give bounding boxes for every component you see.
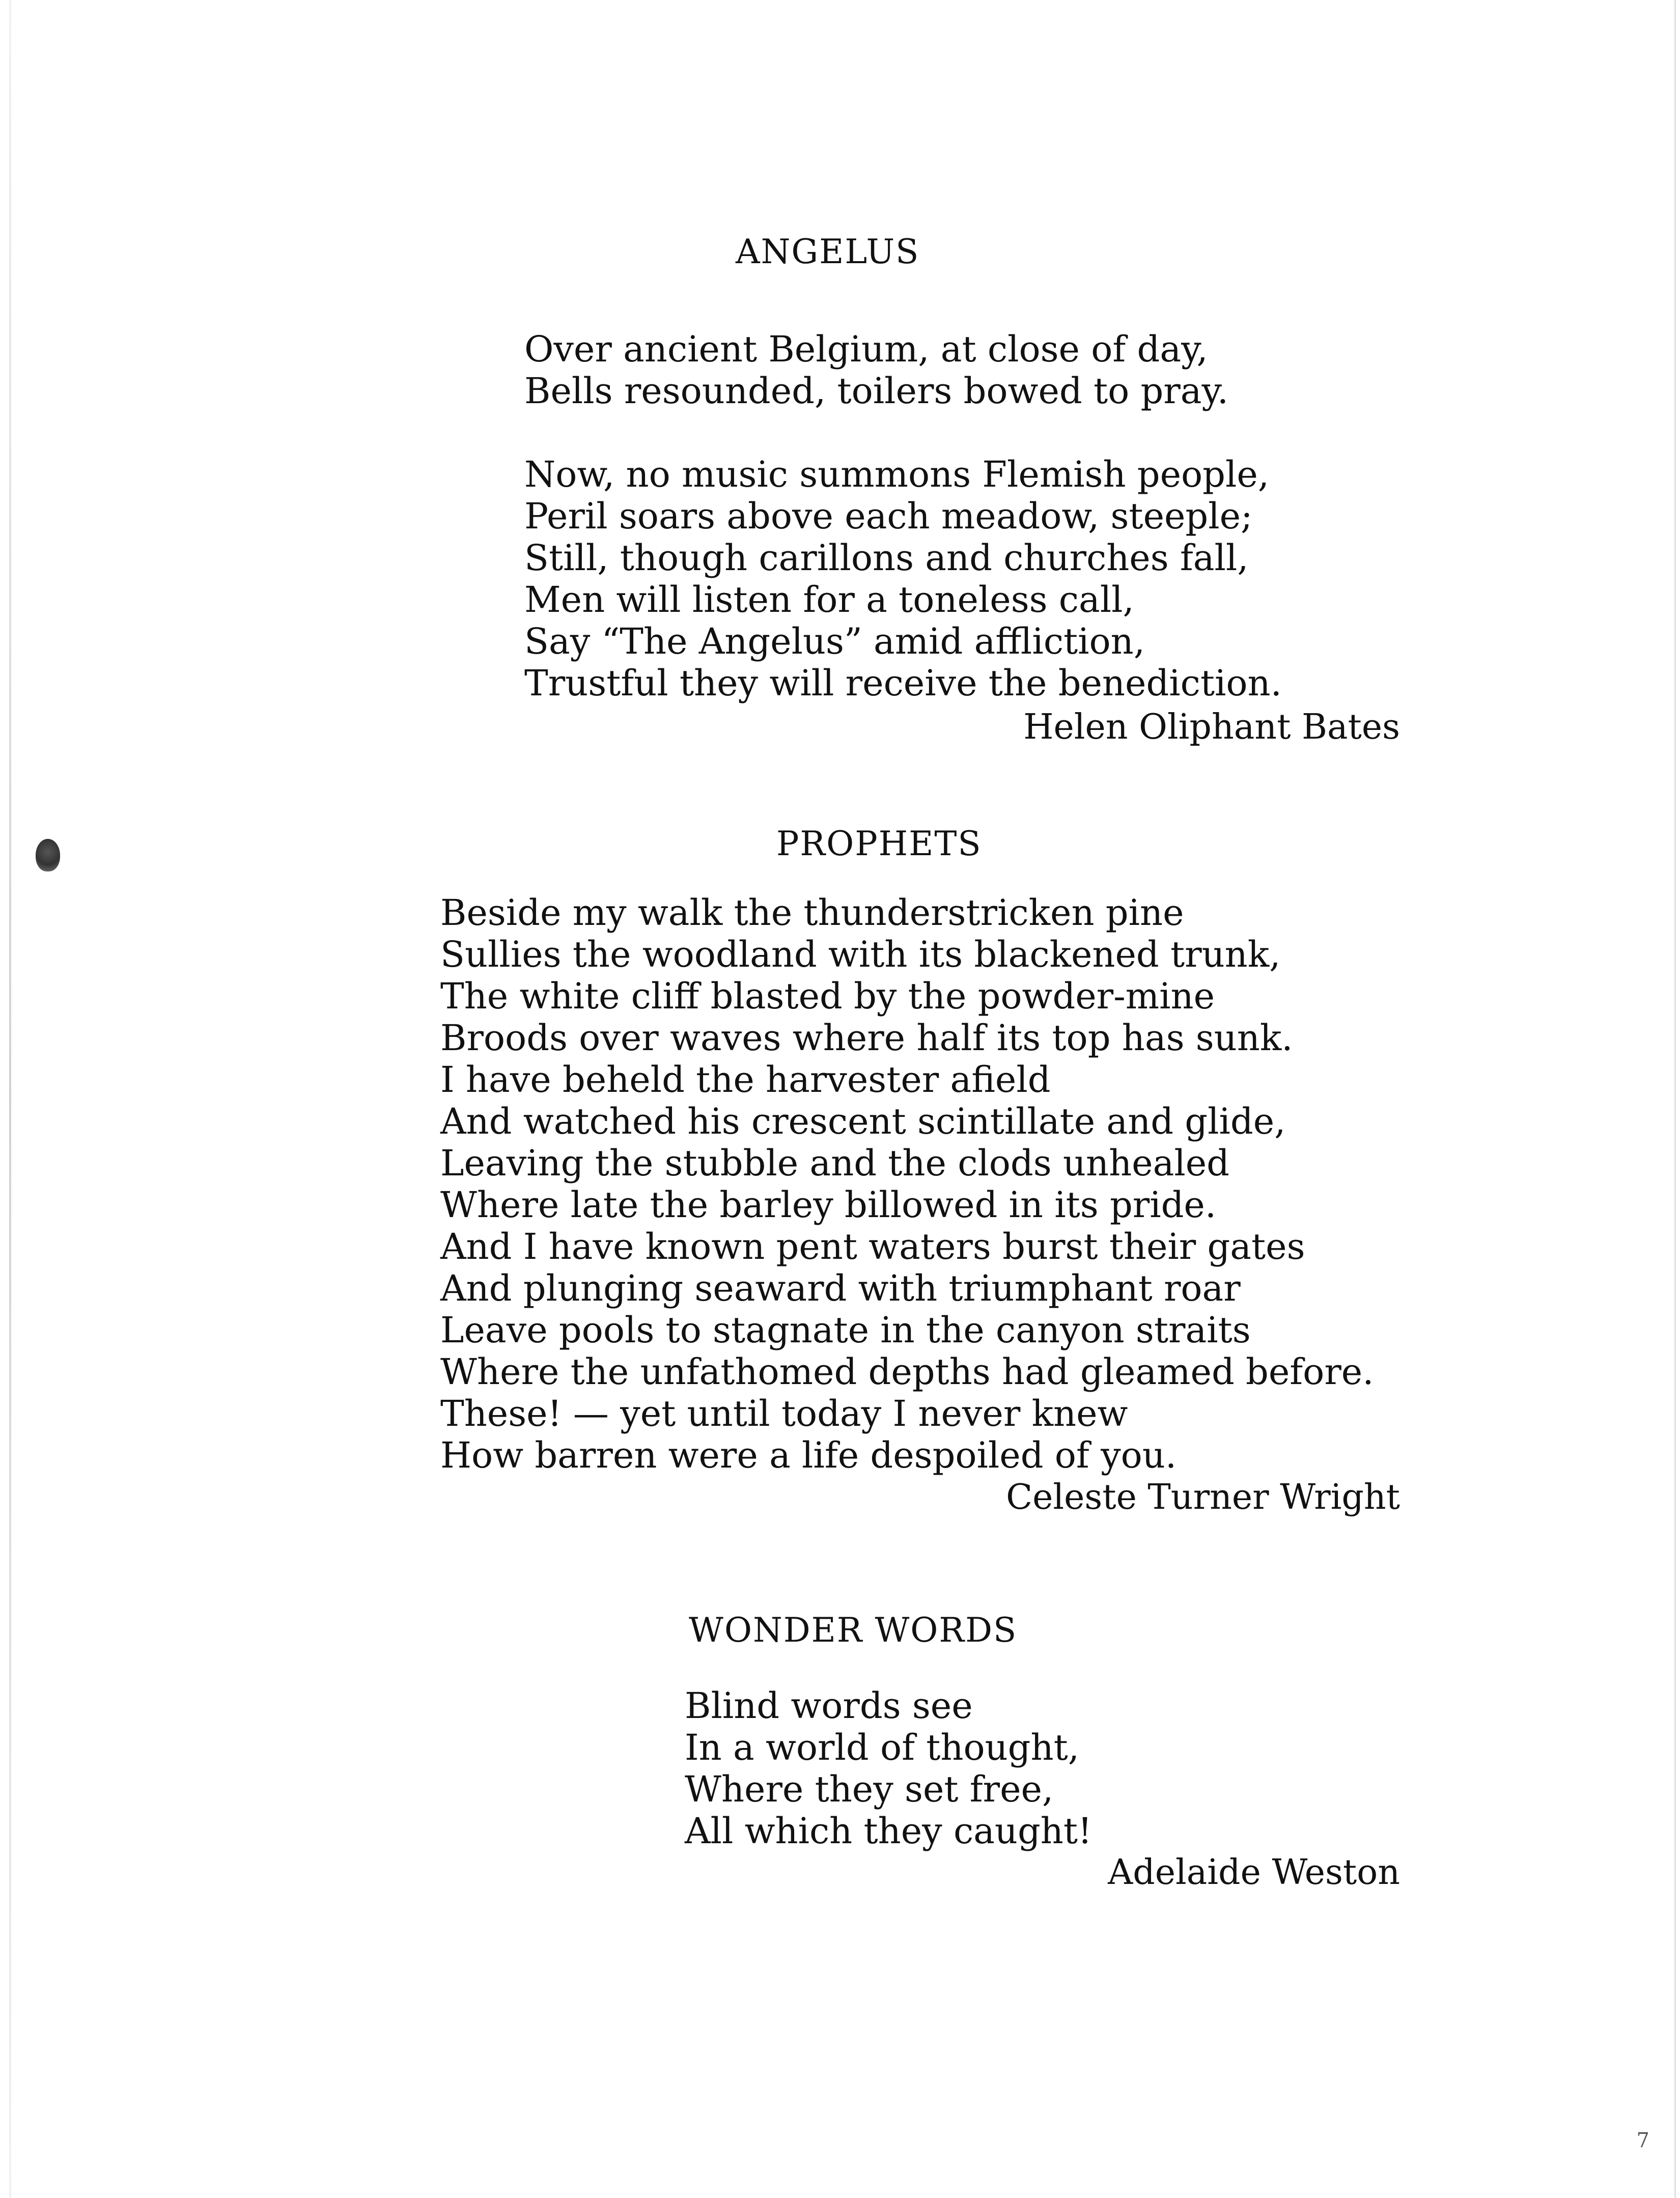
poem-line: Bells resounded, toilers bowed to pray.	[524, 370, 1228, 412]
poem-body	[440, 892, 1374, 1476]
poem-line: Where late the barley billowed in its pride.	[440, 1184, 1217, 1226]
poem-author: Helen Oliphant Bates	[1023, 707, 1400, 747]
poem-line: Broods over waves where half its top has sunk.	[440, 1017, 1293, 1059]
poem-line: Over ancient Belgium, at close of day,	[524, 328, 1208, 370]
poem-title: PROPHETS	[776, 824, 982, 863]
poem-line: All which they caught!	[685, 1810, 1093, 1852]
poem-line: Trustful they will receive the benediction.	[524, 662, 1282, 704]
poem-line: Beside my walk the thunderstricken pine	[440, 892, 1184, 934]
poem-line: How barren were a life despoiled of you.	[440, 1434, 1177, 1476]
poem-line: Still, though carillons and churches fall,	[524, 537, 1249, 579]
poem-line: The white cliff blasted by the powder-mine	[440, 975, 1215, 1017]
poem-line: Leaving the stubble and the clods unhealed	[440, 1142, 1229, 1184]
poem-body	[524, 328, 1282, 704]
poem-line: Where they set free,	[685, 1768, 1054, 1810]
poem-line: Say “The Angelus” amid affliction,	[524, 621, 1145, 662]
poem-line: Men will listen for a toneless call,	[524, 579, 1134, 621]
poem-line: Leave pools to stagnate in the canyon straits	[440, 1309, 1251, 1351]
poem-title: ANGELUS	[736, 232, 920, 271]
poem-line: These! — yet until today I never knew	[440, 1393, 1128, 1434]
stanza-break	[524, 412, 1282, 454]
poem-line: Where the unfathomed depths had gleamed before.	[440, 1351, 1374, 1393]
poem-author: Celeste Turner Wright	[1006, 1477, 1400, 1517]
poem-body	[685, 1685, 1092, 1852]
ink-blot	[36, 839, 60, 871]
poem-line: And plunging seaward with triumphant roar	[440, 1267, 1241, 1309]
page-number: 7	[1636, 2129, 1649, 2152]
poem-line: And I have known pent waters burst their gates	[440, 1226, 1305, 1267]
page-edge	[1674, 0, 1676, 2198]
poem-line: And watched his crescent scintillate and glide,	[440, 1101, 1286, 1142]
poem-line: Now, no music summons Flemish people,	[524, 454, 1270, 495]
page-edge	[9, 0, 11, 2198]
poem-line: Peril soars above each meadow, steeple;	[524, 495, 1253, 537]
poem-title: WONDER WORDS	[689, 1611, 1018, 1650]
poem-line: In a world of thought,	[685, 1727, 1079, 1768]
poem-line: Blind words see	[685, 1685, 973, 1727]
poem-author: Adelaide Weston	[1108, 1852, 1400, 1893]
poem-line: I have beheld the harvester afield	[440, 1059, 1051, 1101]
poem-line: Sullies the woodland with its blackened trunk,	[440, 934, 1281, 975]
